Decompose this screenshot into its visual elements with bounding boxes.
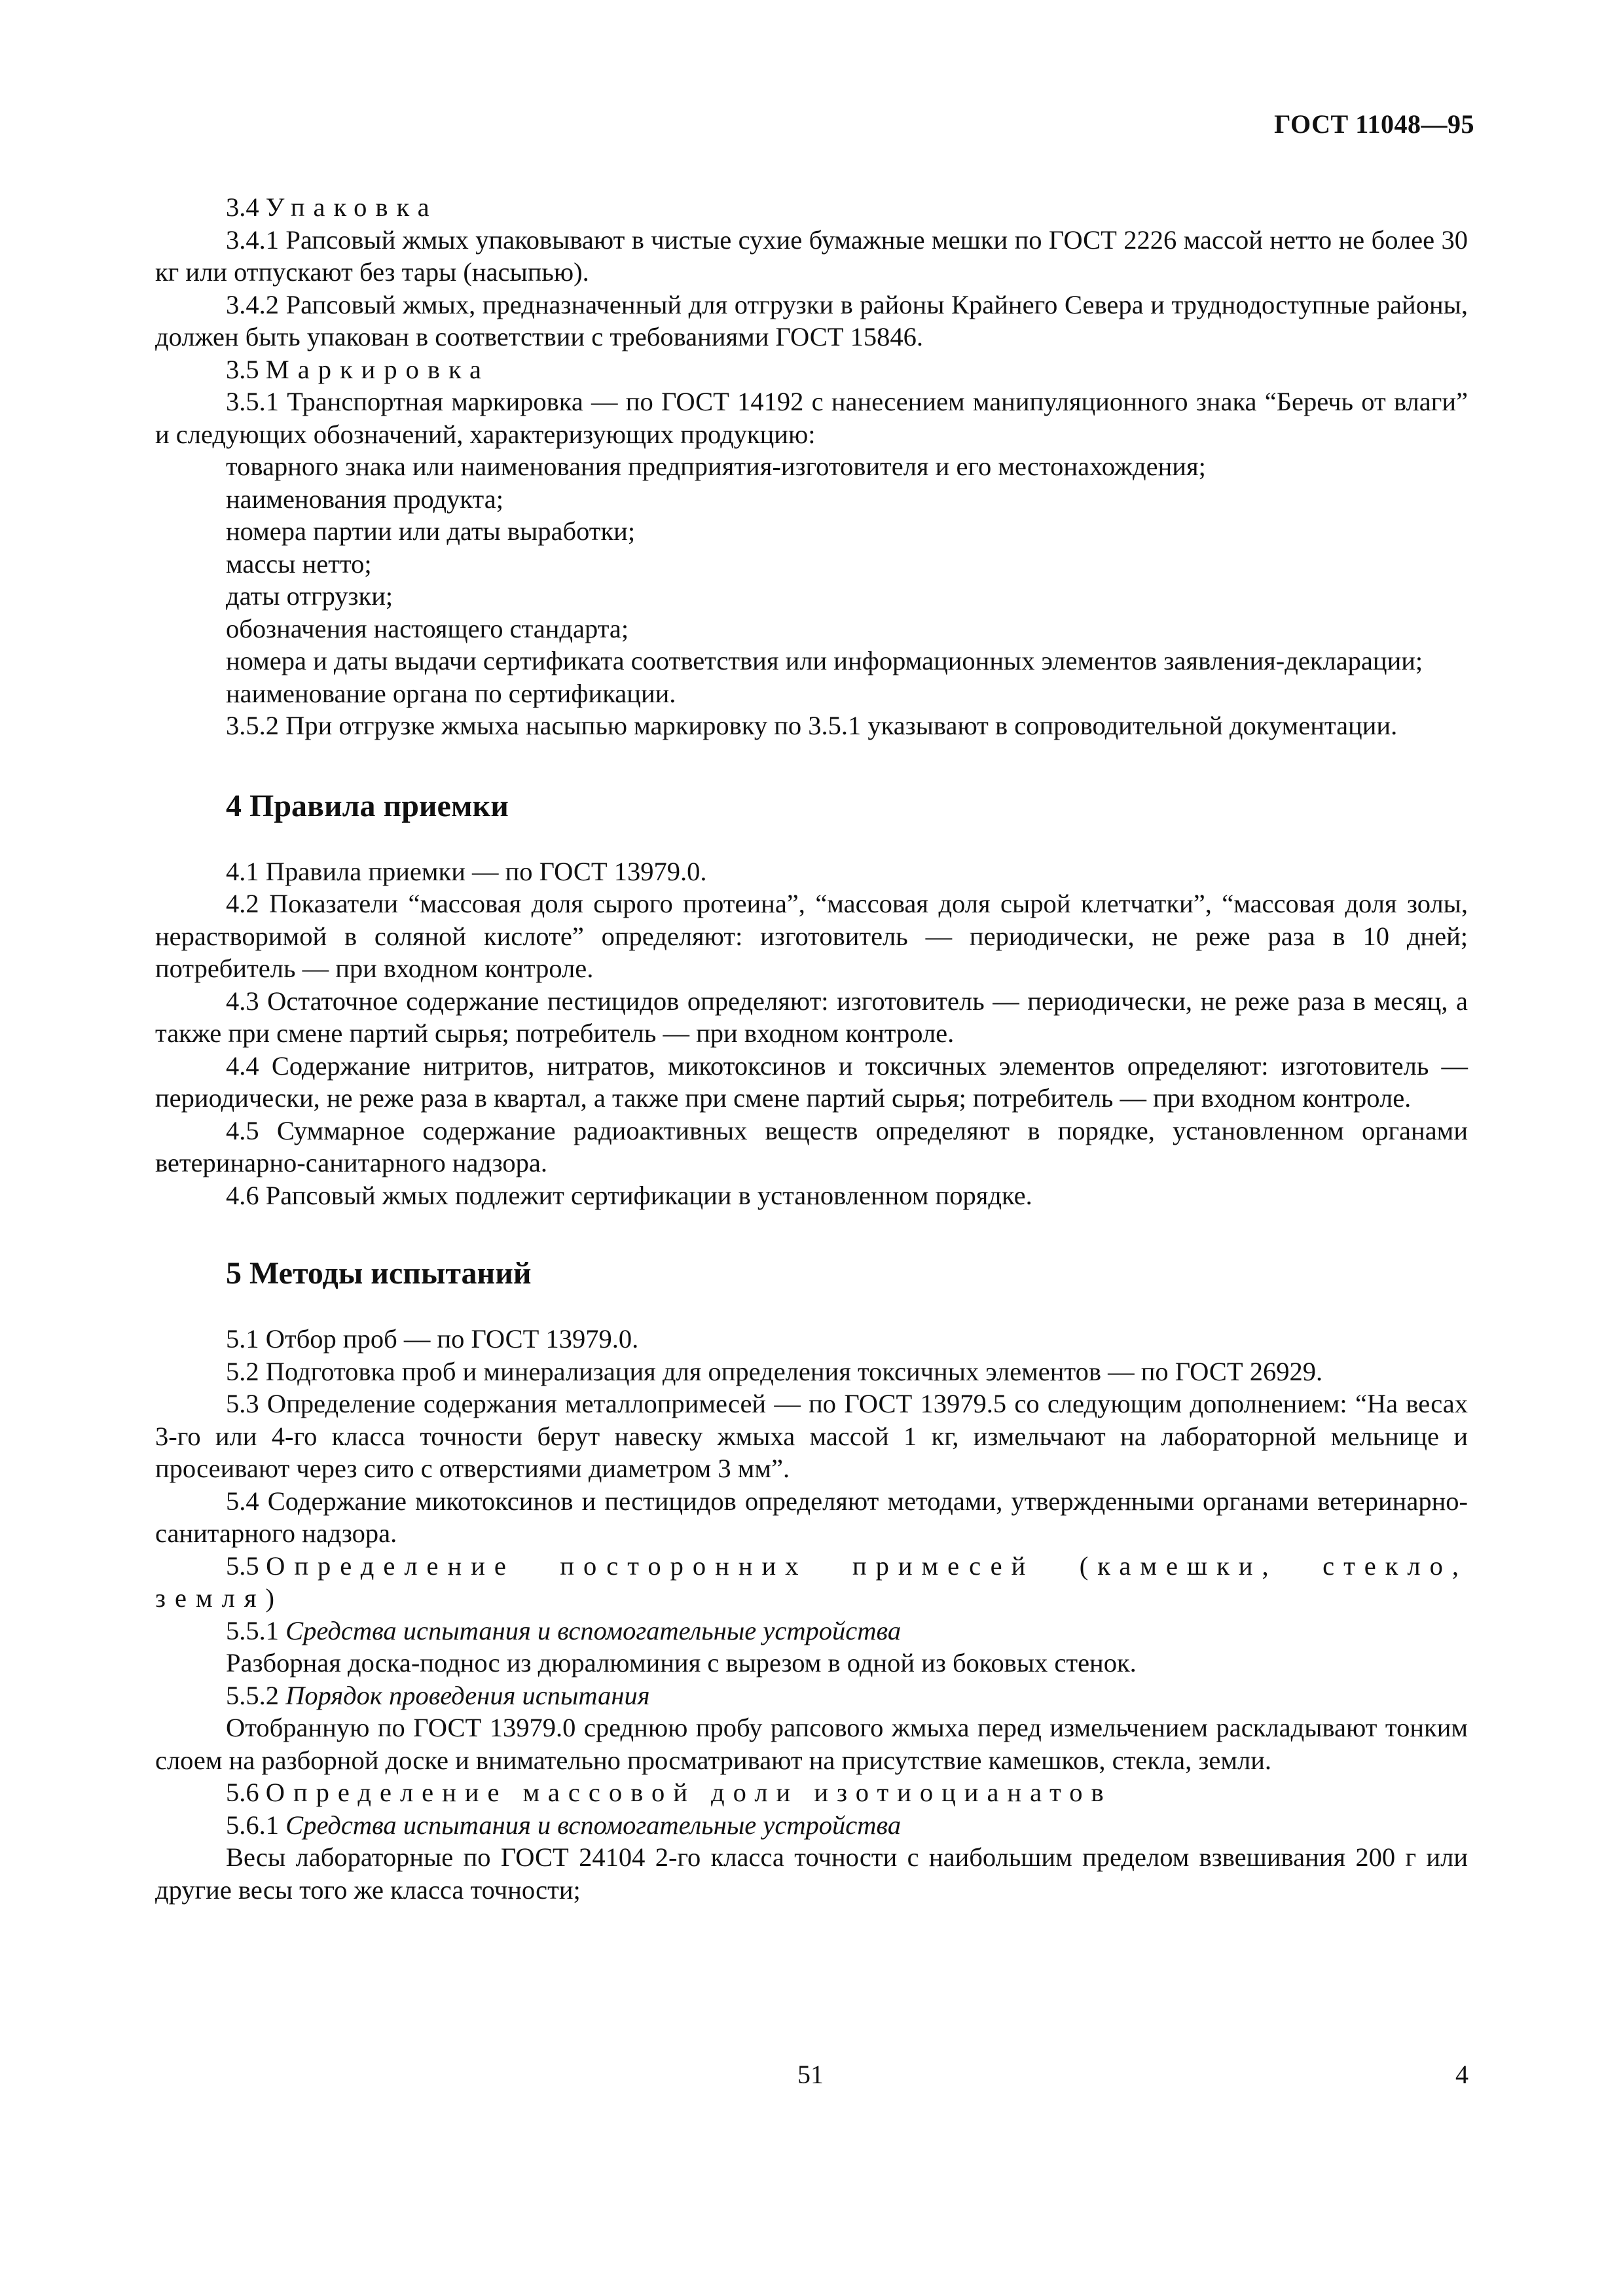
subsection-5-5-2-heading: [155, 1679, 1468, 1712]
list-item: наименования продукта;: [226, 484, 503, 514]
subsection-3-4-heading: [155, 191, 1468, 224]
paragraph-5-3: 5.3 Определение содержания металлопримесей — по ГОСТ 13979.5 со следующим дополнением: “На весах 3-го или 4-го класса точности берут навеску жмыха массой 1 кг, измельчают на лабораторной мельнице и просеивают через сито с отверстиями диаметром 3 мм”.: [155, 1389, 1468, 1483]
paragraph-5-2: 5.2 Подготовка проб и минерализация для определения токсичных элементов — по ГОСТ 26929.: [226, 1356, 1323, 1386]
subsection-title: Маркировка: [265, 354, 490, 384]
paragraph-5-5-1-text: Разборная доска-поднос из дюралюминия с вырезом в одной из боковых стенок.: [226, 1648, 1137, 1677]
paragraph-5-4: 5.4 Содержание микотоксинов и пестицидов определяют методами, утвержденными органами ветеринарно-санитарного надзора.: [155, 1486, 1468, 1548]
subsection-number: 5.6: [226, 1778, 259, 1807]
subsection-5-6-heading: [155, 1776, 1468, 1809]
paragraph-3-4-1: 3.4.1 Рапсовый жмых упаковывают в чистые сухие бумажные мешки по ГОСТ 2226 массой нетто не более 30 кг или отпускают без тары (насыпью).: [155, 224, 1468, 287]
document-body: [155, 191, 1468, 1906]
paragraph-4-3: 4.3 Остаточное содержание пестицидов определяют: изготовитель — периодически, не реже раза в месяц, а также при смене партий сырья; потребитель — при входном контроле.: [155, 986, 1468, 1048]
subsection-number: 5.5: [226, 1551, 259, 1581]
document-header: ГОСТ 11048—95: [1274, 109, 1474, 139]
section-5-title: 5 Методы испытаний: [226, 1256, 532, 1291]
subsection-title: Определение массовой доли изотиоцианатов: [265, 1778, 1112, 1807]
paragraph-4-4: 4.4 Содержание нитритов, нитратов, микотоксинов и токсичных элементов определяют: изготовитель — периодически, не реже раза в квартал, а также при смене партий сырья; потребитель — при входном контроле.: [155, 1050, 1468, 1113]
list-item: массы нетто;: [226, 548, 372, 579]
paragraph-4-6: 4.6 Рапсовый жмых подлежит сертификации в установленном порядке.: [226, 1180, 1032, 1210]
subsection-5-6-1-heading: [155, 1809, 1468, 1842]
subsection-title: Упаковка: [265, 192, 438, 222]
paragraph-5-6-1-text: Весы лабораторные по ГОСТ 24104 2-го класса точности с наибольшим пределом взвешивания 200 г или другие весы того же класса точности;: [155, 1842, 1468, 1905]
subsection-number: 5.5.2: [226, 1680, 279, 1710]
subsection-number: 3.5: [226, 354, 259, 384]
list-item: обозначения настоящего стандарта;: [226, 613, 629, 643]
subsection-title: Определение посторонних примесей (камешки, стекло, земля): [155, 1551, 1468, 1613]
paragraph-4-2: 4.2 Показатели “массовая доля сырого протеина”, “массовая доля сырой клетчатки”, “массовая доля золы, нерастворимой в соляной кислоте” определяют: изготовитель — периодически, не реже раза в 10 дней; потребитель — при входном контроле.: [155, 889, 1468, 983]
paragraph-4-1: 4.1 Правила приемки — по ГОСТ 13979.0.: [226, 856, 707, 886]
paragraph-3-5-1: 3.5.1 Транспортная маркировка — по ГОСТ 14192 с нанесением манипуляционного знака “Беречь от влаги” и следующих обозначений, характеризующих продукцию:: [155, 387, 1468, 449]
list-item: номера и даты выдачи сертификата соответствия или информационных элементов заявления-декларации;: [226, 646, 1423, 675]
subsection-5-5-heading: [155, 1550, 1468, 1615]
subsection-number: 5.5.1: [226, 1615, 279, 1645]
page-number-right: 4: [1455, 2060, 1468, 2089]
page-number-center: 51: [797, 2060, 824, 2089]
section-4-title: 4 Правила приемки: [226, 788, 509, 823]
subsection-5-5-1-heading: [155, 1615, 1468, 1647]
paragraph-3-4-2: 3.4.2 Рапсовый жмых, предназначенный для отгрузки в районы Крайнего Севера и труднодоступные районы, должен быть упакован в соответствии с требованиями ГОСТ 15846.: [155, 289, 1468, 351]
paragraph-4-5: 4.5 Суммарное содержание радиоактивных веществ определяют в порядке, установленном органами ветеринарно-санитарного надзора.: [155, 1115, 1468, 1177]
list-item: номера партии или даты выработки;: [226, 516, 636, 546]
subsection-title: Средства испытания и вспомогательные устройства: [285, 1615, 902, 1645]
subsection-number: 5.6.1: [226, 1810, 279, 1840]
subsection-3-5-heading: [155, 353, 1468, 386]
paragraph-3-5-2: 3.5.2 При отгрузке жмыха насыпью маркировку по 3.5.1 указывают в сопроводительной документации.: [226, 711, 1398, 740]
subsection-title: Средства испытания и вспомогательные устройства: [285, 1810, 902, 1840]
subsection-title: Порядок проведения испытания: [285, 1680, 650, 1710]
paragraph-5-1: 5.1 Отбор проб — по ГОСТ 13979.0.: [226, 1324, 639, 1354]
list-item: наименование органа по сертификации.: [226, 678, 676, 708]
list-item: товарного знака или наименования предприятия-изготовителя и его местонахождения;: [226, 452, 1206, 481]
subsection-number: 3.4: [226, 192, 259, 222]
paragraph-5-5-2-text: Отобранную по ГОСТ 13979.0 среднюю пробу рапсового жмыха перед измельчением раскладывают тонким слоем на разборной доске и внимательно просматривают на присутствие камешков, стекла, земли.: [155, 1713, 1468, 1775]
list-item: даты отгрузки;: [226, 581, 393, 611]
